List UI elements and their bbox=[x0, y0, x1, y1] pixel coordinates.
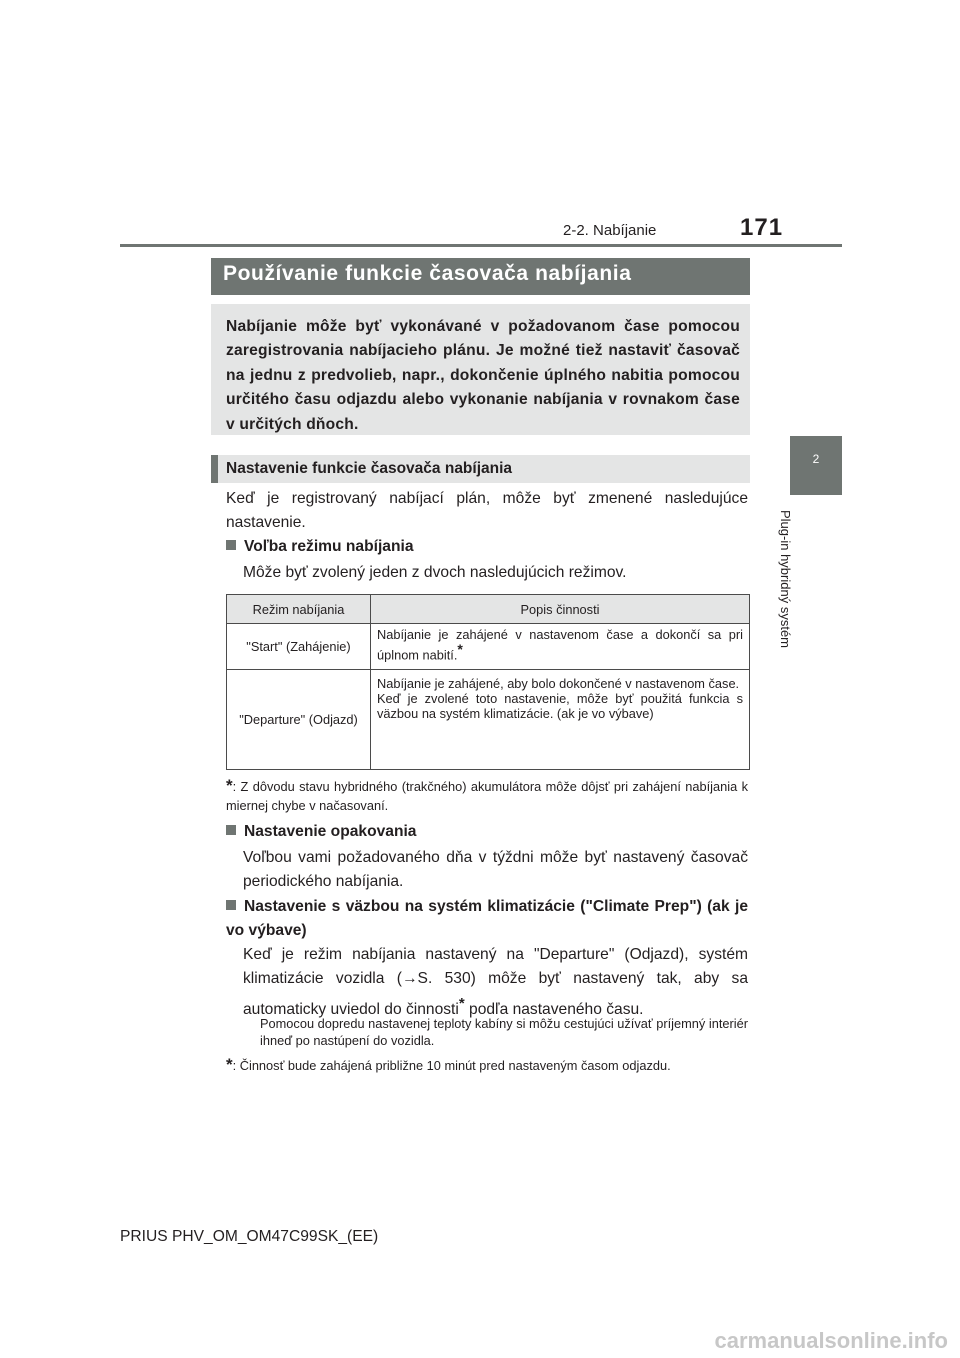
watermark: carmanualsonline.info bbox=[714, 1328, 948, 1353]
paragraph-intro: Keď je registrovaný nabíjací plán, môže byť zmenené nasledujúce nastavenie. bbox=[226, 490, 748, 532]
table-header-row bbox=[227, 595, 750, 624]
table-cell-mode: "Departure" (Odjazd) bbox=[227, 670, 371, 770]
page-title: Používanie funkcie časovača nabíjania bbox=[223, 262, 632, 285]
table-row bbox=[227, 624, 750, 670]
footer-doc-code: PRIUS PHV_OM_OM47C99SK_(EE) bbox=[120, 1228, 379, 1245]
page-number: 171 bbox=[740, 214, 784, 241]
footnote-text: : Z dôvodu stavu hybridného (trakčného) akumulátora môže dôjsť pri zahájení nabíjania k miernej chybe v načasovaní. bbox=[226, 779, 748, 813]
bullet-square-icon bbox=[226, 825, 236, 835]
bullet-climate bbox=[226, 895, 748, 944]
paragraph-text-end: podľa nastaveného času. bbox=[464, 1001, 644, 1018]
bullet-repeat bbox=[226, 820, 416, 844]
bullet-square-icon bbox=[226, 900, 236, 910]
footnote-star: * bbox=[458, 994, 465, 1012]
paragraph-mode-choice: Môže byť zvolený jeden z dvoch nasledujúcich režimov. bbox=[243, 564, 627, 581]
chapter-tab-number: 2 bbox=[812, 452, 820, 466]
footnote-star: * bbox=[226, 776, 233, 795]
table-cell-description: Nabíjanie je zahájené, aby bolo dokončené v nastavenom čase. Keď je zvolené toto nastavenie, môže byť použitá funkcia s väzbou na systém klimatizácie. (ak je vo výbave) bbox=[371, 670, 750, 770]
bullet-label: Nastavenie opakovania bbox=[244, 823, 417, 840]
charging-mode-table bbox=[226, 594, 750, 770]
subsection-title: Nastavenie funkcie časovača nabíjania bbox=[226, 460, 513, 477]
bullet-square-icon bbox=[226, 540, 236, 550]
intro-text: Nabíjanie môže byť vykonávané v požadovanom čase pomocou zaregistrovania nabíjacieho plánu. Je možné tiež nastaviť časovač na jednu z predvolieb, napr., dokončenie úplného nabitia pomocou určitého času odjazdu alebo vykonanie nabíjania v rovnakom čase v určitých dňoch. bbox=[226, 318, 740, 433]
table-cell-description bbox=[371, 624, 750, 670]
table-row bbox=[227, 670, 750, 770]
bullet-charging-mode bbox=[226, 535, 414, 559]
footnote-activation bbox=[226, 1055, 748, 1075]
description-text: Nabíjanie je zahájené v nastavenom čase a dokončí sa pri úplnom nabití. bbox=[377, 627, 743, 663]
bullet-label: Nastavenie s väzbou na systém klimatizácie ("Climate Prep") (ak je vo výbave) bbox=[226, 898, 748, 940]
chapter-tab-label: Plug-in hybridný systém bbox=[778, 510, 793, 648]
footnote-star: * bbox=[457, 641, 463, 657]
table-cell-mode: "Start" (Zahájenie) bbox=[227, 624, 371, 670]
footnote-text: : Činnosť bude zahájená približne 10 minút pred nastaveným časom odjazdu. bbox=[232, 1058, 671, 1073]
bullet-label: Voľba režimu nabíjania bbox=[244, 538, 414, 555]
header-divider bbox=[120, 244, 842, 247]
paragraph-repeat: Voľbou vami požadovaného dňa v týždni môže byť nastavený časovač periodického nabíjania. bbox=[243, 849, 748, 891]
footnote-timing bbox=[226, 776, 748, 815]
section-header: 2-2. Nabíjanie bbox=[563, 222, 657, 239]
paragraph-climate bbox=[243, 943, 748, 1022]
info-note: Pomocou dopredu nastavenej teploty kabíny si môžu cestujúci užívať príjemný interiér ihneď po nastúpení do vozidla. bbox=[260, 1016, 748, 1048]
subsection-accent bbox=[211, 455, 218, 483]
paragraph-text: Keď je režim nabíjania nastavený na "Departure" (Odjazd), systém klimatizácie vozidla (→S. 530) môže byť nastavený tak, aby sa automaticky uviedol do činnosti bbox=[243, 946, 748, 1018]
table-header-description: Popis činnosti bbox=[371, 595, 750, 624]
footnote-star: * bbox=[226, 1055, 233, 1074]
table-header-mode: Režim nabíjania bbox=[227, 595, 371, 624]
